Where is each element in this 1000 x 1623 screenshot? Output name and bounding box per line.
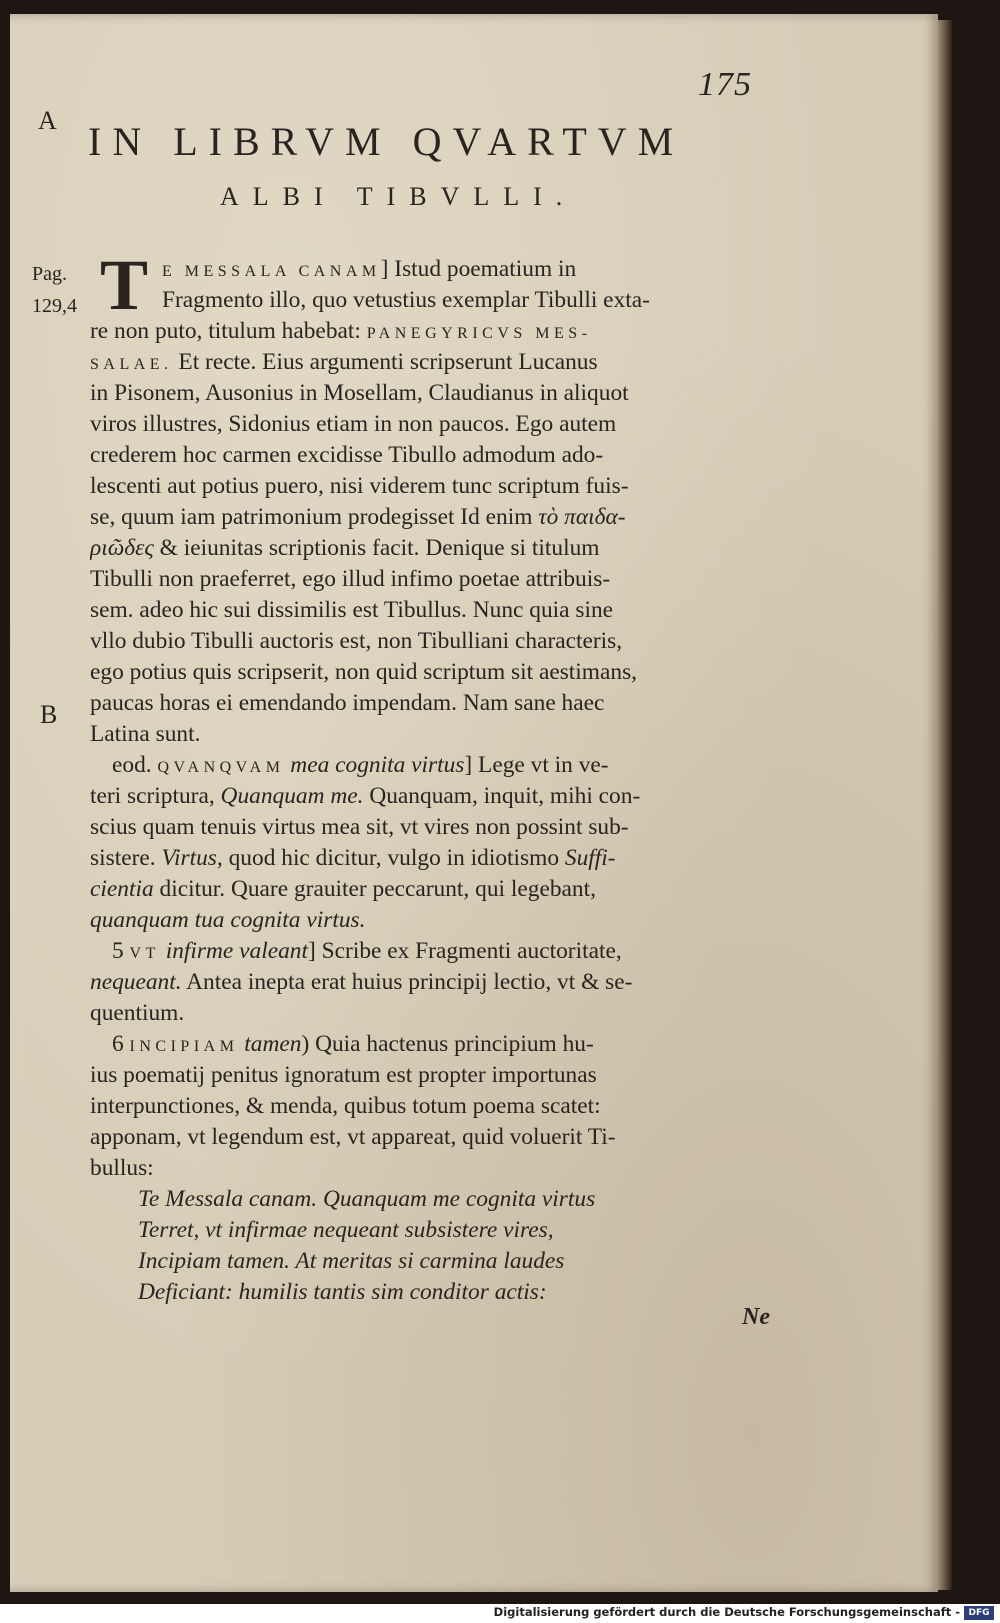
text-line	[90, 874, 790, 905]
text-line: bullus:	[90, 1155, 154, 1181]
verse-line: Te Messala canam. Quanquam me cognita virtus	[138, 1186, 596, 1212]
text-span: & ieiunitas scriptionis facit. Denique si titulum	[153, 535, 600, 561]
italic-text: cientia	[90, 876, 154, 902]
verse-line: Deficiant: humilis tantis sim conditor actis:	[138, 1279, 547, 1305]
text-line: ius poematij penitus ignoratum est propter importunas	[90, 1062, 597, 1088]
text-line: crederem hoc carmen excidisse Tibullo admodum ado-	[90, 442, 604, 468]
text-line	[90, 936, 790, 967]
page-edge	[938, 20, 952, 1590]
text-span: ] Lege vt in ve-	[464, 752, 609, 778]
text-span: ] Istud poematium in	[380, 256, 577, 282]
verse-line: Terret, vt infirmae nequeant subsistere vires,	[138, 1217, 554, 1243]
text-line	[90, 502, 790, 533]
drop-cap: T	[100, 245, 149, 325]
catchword: Ne	[742, 1304, 770, 1330]
text-span: eod.	[112, 752, 158, 778]
text-line	[90, 781, 790, 812]
text-line	[90, 967, 790, 998]
italic-text: Virtus,	[161, 845, 223, 871]
text-span: Antea inepta erat huius principij lectio, vt & se-	[181, 969, 633, 995]
text-line	[90, 316, 790, 347]
title-smallcaps: SALAE.	[90, 356, 173, 373]
text-line: apponam, vt legendum est, vt appareat, quid voluerit Ti-	[90, 1124, 616, 1150]
text-line: lescenti aut potius puero, nisi viderem tunc scriptum fuis-	[90, 473, 629, 499]
text-span: quod hic dicitur, vulgo in idiotismo	[222, 845, 565, 871]
text-span: Quanquam, inquit, mihi con-	[363, 783, 641, 809]
page-ref-label: Pag.	[32, 263, 67, 285]
book-page	[10, 14, 938, 1592]
text-line: paucas horas ei emendando impendam. Nam sane haec	[90, 690, 605, 716]
text-line: Fragmento illo, quo vetustius exemplar Tibulli exta-	[162, 287, 650, 313]
page-ref-number: 129,4	[32, 295, 77, 317]
text-line: ego potius quis scripserit, non quid scriptum sit aestimans,	[90, 659, 638, 685]
text-line: quanquam tua cognita virtus.	[90, 907, 366, 933]
dfg-logo: DFG	[964, 1606, 994, 1620]
text-line	[90, 1029, 790, 1060]
text-span: re non puto, titulum habebat:	[90, 318, 367, 344]
page-title: IN LIBRVM QVARTVM	[88, 119, 685, 164]
text-span: ] Scribe ex Fragmenti auctoritate,	[308, 938, 622, 964]
text-line	[90, 254, 790, 285]
text-line	[90, 347, 790, 378]
page-subtitle: ALBI TIBVLLI.	[220, 182, 577, 211]
text-line: Tibulli non praeferret, ego illud infimo poetae attribuis-	[90, 566, 611, 592]
commentary-text	[90, 245, 790, 1308]
page-number: 175	[698, 66, 752, 103]
margin-marker-b: B	[40, 700, 58, 729]
lemma-italic: infirme valeant	[159, 938, 308, 964]
greek-text: ριῶδες	[90, 535, 154, 561]
lemma-italic: mea cognita virtus	[284, 752, 465, 778]
italic-text: nequeant.	[90, 969, 182, 995]
lemma-smallcaps: QVANQVAM	[157, 759, 285, 776]
text-line	[90, 843, 790, 874]
text-span: ) Quia hactenus principium hu-	[301, 1031, 594, 1057]
text-span: sistere.	[90, 845, 162, 871]
text-line: scius quam tenuis virtus mea sit, vt vires non possint sub-	[90, 814, 629, 840]
text-line	[90, 750, 790, 781]
lemma-italic: tamen	[238, 1031, 302, 1057]
text-span: se, quum iam patrimonium prodegisset Id enim	[90, 504, 539, 530]
italic-text: Suffi-	[564, 845, 616, 871]
text-line	[90, 533, 790, 564]
lemma-smallcaps: VT	[129, 945, 160, 962]
greek-text: τὸ παιδα-	[538, 504, 626, 530]
text-span: 5	[112, 938, 130, 964]
italic-text: Quanquam me.	[220, 783, 364, 809]
text-line: Latina sunt.	[90, 721, 201, 747]
text-line: interpunctiones, & menda, quibus totum poema scatet:	[90, 1093, 601, 1119]
funding-notice: Digitalisierung gefördert durch die Deutsche Forschungsgemeinschaft -	[493, 1605, 960, 1619]
title-smallcaps: PANEGYRICVS MES-	[366, 325, 592, 342]
lemma-smallcaps: E MESSALA CANAM	[162, 263, 381, 280]
lemma-smallcaps: INCIPIAM	[129, 1038, 239, 1055]
text-line: sem. adeo hic sui dissimilis est Tibullus. Nunc quia sine	[90, 597, 614, 623]
text-line: in Pisonem, Ausonius in Mosellam, Claudianus in aliquot	[90, 380, 629, 406]
margin-marker-a: A	[38, 106, 57, 135]
text-span: Et recte. Eius argumenti scripserunt Lucanus	[172, 349, 598, 375]
verse-line: Incipiam tamen. At meritas si carmina laudes	[138, 1248, 565, 1274]
text-span: teri scriptura,	[90, 783, 221, 809]
text-line: vllo dubio Tibulli auctoris est, non Tibulliani characteris,	[90, 628, 623, 654]
text-span: 6	[112, 1031, 130, 1057]
text-line: viros illustres, Sidonius etiam in non paucos. Ego autem	[90, 411, 617, 437]
text-line: quentium.	[90, 1000, 185, 1026]
funding-footer	[0, 1604, 1000, 1623]
text-span: dicitur. Quare grauiter peccarunt, qui legebant,	[153, 876, 596, 902]
